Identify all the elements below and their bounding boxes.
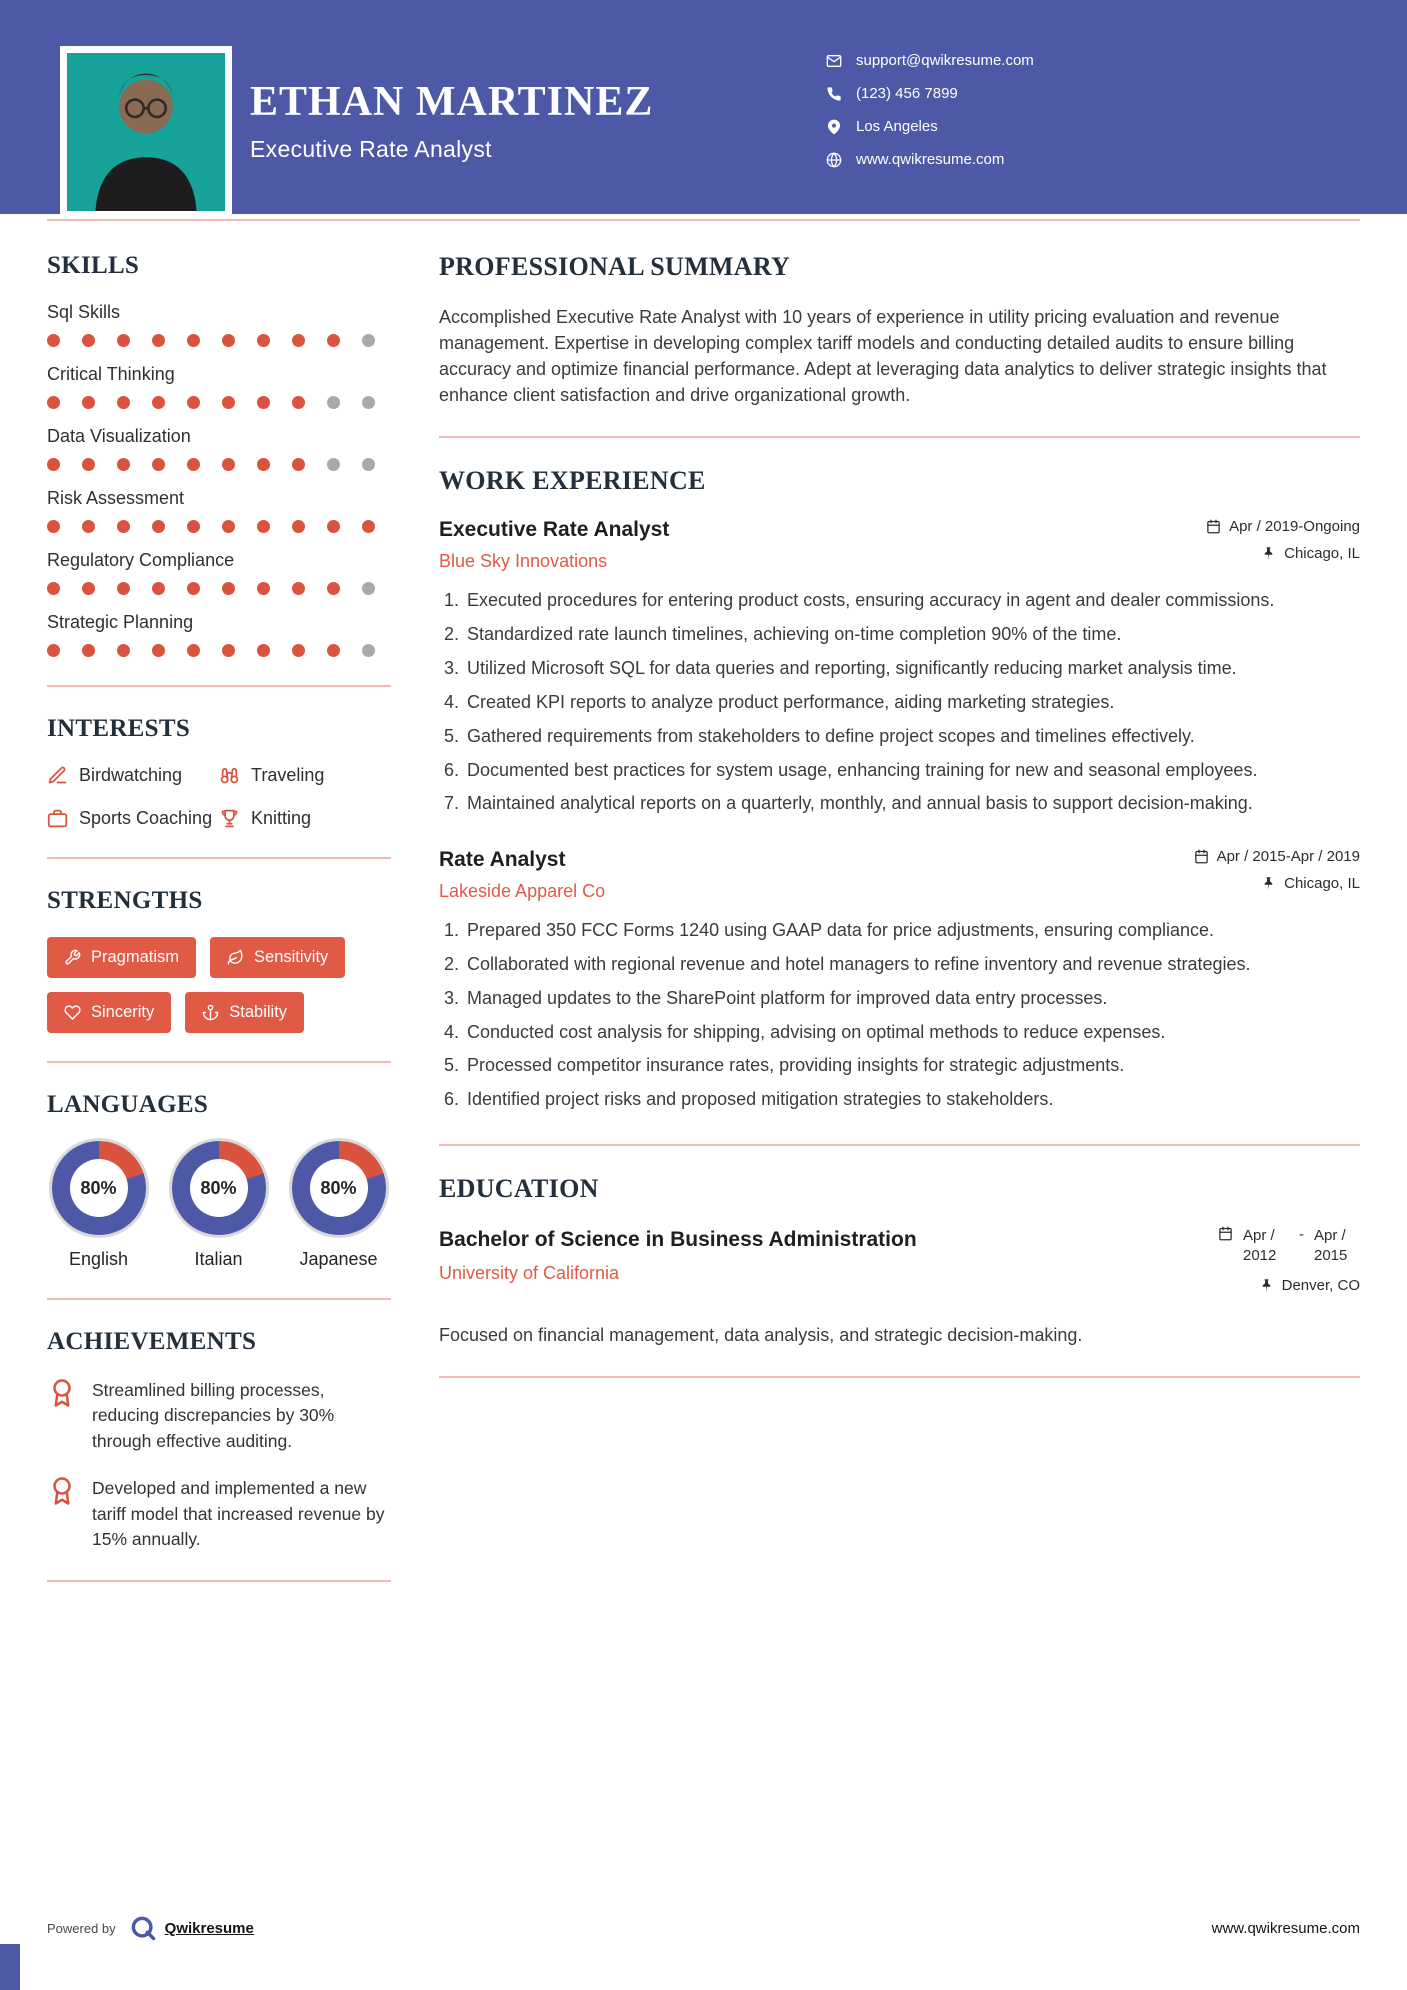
identity-block — [250, 78, 653, 163]
skill-rating — [47, 458, 391, 471]
languages-row — [47, 1141, 391, 1270]
interest-item — [47, 808, 219, 829]
skill-dot — [82, 644, 95, 657]
education-note: Focused on financial management, data analysis, and strategic decision-making. — [439, 1324, 1083, 1345]
skill-dot — [222, 458, 235, 471]
separator — [47, 1580, 391, 1582]
skill-row — [47, 302, 391, 347]
separator — [439, 1144, 1360, 1146]
skill-dot — [152, 644, 165, 657]
job-location: Chicago, IL — [1284, 875, 1360, 893]
achievement-item — [47, 1476, 391, 1552]
skill-row — [47, 364, 391, 409]
skill-name: Risk Assessment — [47, 488, 185, 508]
experience-bullet: 7. Maintained analytical reports on a quarterly, monthly, and annual basis to support decision-making. — [464, 791, 1360, 816]
skill-dot — [362, 334, 375, 347]
achievement-item — [47, 1378, 391, 1454]
interests-section — [47, 715, 391, 829]
skill-dot — [187, 334, 200, 347]
skill-dot — [152, 396, 165, 409]
pin-icon — [1261, 546, 1276, 561]
interest-label: Sports Coaching — [79, 808, 213, 828]
skill-dot — [187, 458, 200, 471]
calendar-icon — [1218, 1226, 1233, 1241]
skills-section — [47, 252, 391, 657]
candidate-title: Executive Rate Analyst — [250, 136, 492, 162]
skill-dot — [152, 334, 165, 347]
languages-section — [47, 1091, 391, 1270]
job-bullet-list — [439, 918, 1360, 1112]
qwikresume-brand-name[interactable]: Qwikresume — [164, 1919, 254, 1937]
left-column — [47, 252, 391, 1610]
qwikresume-brand[interactable] — [129, 1914, 254, 1942]
job-location-row — [1206, 545, 1360, 562]
strengths-section — [47, 887, 391, 1033]
skill-dot — [82, 396, 95, 409]
language-percent: 80% — [310, 1159, 368, 1217]
experience-bullet: 2. Collaborated with regional revenue and hotel managers to refine inventory and revenue strategies. — [464, 952, 1360, 977]
right-column — [439, 252, 1360, 1406]
job-meta — [1206, 518, 1360, 572]
skills-heading: SKILLS — [47, 252, 140, 279]
footer-website-link[interactable]: www.qwikresume.com — [1211, 1919, 1360, 1937]
skill-dot — [292, 334, 305, 347]
skill-name: Critical Thinking — [47, 364, 175, 384]
skill-dot — [117, 458, 130, 471]
education-section — [439, 1174, 1360, 1348]
skill-row — [47, 426, 391, 471]
summary-text: Accomplished Executive Rate Analyst with 10 years of experience in utility pricing evaluation and revenue management. Expertise in developing complex tariff models and conducting detailed audits to ensure billing accuracy and optimize financial performance. Adept at leveraging data analytics to deliver strategic insights that enhance client satisfaction and drive organizational growth. — [439, 307, 1327, 406]
binoculars-icon — [219, 765, 240, 786]
education-school: University of California — [439, 1263, 620, 1284]
skill-dot — [362, 520, 375, 533]
job-company: Blue Sky Innovations — [439, 551, 608, 572]
summary-section — [439, 252, 1360, 408]
powered-by-text: Powered by — [47, 1920, 116, 1936]
skill-dot — [257, 582, 270, 595]
strength-pill — [210, 937, 345, 978]
achievements-heading: ACHIEVEMENTS — [47, 1328, 257, 1355]
skill-dot — [257, 396, 270, 409]
education-date-separator: - — [1299, 1226, 1304, 1244]
pin-icon — [1259, 1278, 1274, 1293]
contact-list — [826, 44, 1034, 176]
medal-icon — [47, 1476, 77, 1506]
calendar-icon — [1206, 519, 1221, 534]
globe-icon — [826, 152, 842, 168]
interest-label: Birdwatching — [79, 765, 183, 785]
job-meta — [1194, 848, 1360, 902]
experience-bullet: 6. Documented best practices for system usage, enhancing training for new and seasonal employees. — [464, 758, 1360, 783]
job-location: Chicago, IL — [1284, 545, 1360, 563]
contact-location — [826, 110, 1034, 143]
skill-dot — [152, 520, 165, 533]
job-title-block — [439, 518, 669, 572]
skill-name: Sql Skills — [47, 302, 121, 322]
skill-dot — [327, 396, 340, 409]
job-location-row — [1194, 875, 1360, 892]
phone-icon — [826, 86, 842, 102]
skill-name: Regulatory Compliance — [47, 550, 235, 570]
medal-icon — [47, 1378, 77, 1408]
job-company: Lakeside Apparel Co — [439, 881, 606, 902]
job-dates: Apr / 2019-Ongoing — [1229, 518, 1360, 536]
skill-dot — [327, 334, 340, 347]
strength-label: Stability — [229, 1003, 288, 1021]
skill-dot — [152, 458, 165, 471]
footer — [47, 1914, 1360, 1942]
heart-icon — [64, 1004, 81, 1021]
skill-dot — [222, 334, 235, 347]
calendar-icon — [1194, 849, 1209, 864]
job-title: Rate Analyst — [439, 848, 566, 872]
skill-dot — [187, 396, 200, 409]
skill-row — [47, 550, 391, 595]
separator — [439, 436, 1360, 438]
skill-dot — [292, 582, 305, 595]
skill-rating — [47, 520, 391, 533]
skill-dot — [362, 396, 375, 409]
skill-dot — [82, 520, 95, 533]
job-header — [439, 848, 1360, 902]
achievement-text: Streamlined billing processes, reducing discrepancies by 30% through effective auditing. — [92, 1380, 335, 1451]
skill-rating — [47, 334, 391, 347]
skill-dot — [362, 644, 375, 657]
profile-photo — [60, 46, 232, 218]
interests-grid — [47, 765, 391, 829]
strengths-heading: STRENGTHS — [47, 887, 203, 914]
strength-label: Pragmatism — [91, 948, 180, 966]
job-dates-row — [1206, 518, 1360, 535]
skill-rating — [47, 582, 391, 595]
experience-bullet: 4. Created KPI reports to analyze product performance, aiding marketing strategies. — [464, 690, 1360, 715]
skill-dot — [257, 334, 270, 347]
education-title-block — [439, 1226, 979, 1284]
experience-bullet: 1. Prepared 350 FCC Forms 1240 using GAAP data for price adjustments, ensuring compliance. — [464, 918, 1360, 943]
contact-email — [826, 44, 1034, 77]
skill-dot — [117, 644, 130, 657]
skill-dot — [327, 582, 340, 595]
skill-dot — [117, 520, 130, 533]
experience-bullet: 6. Identified project risks and proposed mitigation strategies to stakeholders. — [464, 1087, 1360, 1112]
skill-dot — [117, 396, 130, 409]
skill-dot — [47, 582, 60, 595]
education-heading: EDUCATION — [439, 1174, 599, 1204]
trophy-icon — [219, 808, 240, 829]
job-dates-row — [1194, 848, 1360, 865]
leaf-icon — [227, 949, 244, 966]
education-degree: Bachelor of Science in Business Administration — [439, 1228, 917, 1252]
skill-dot — [222, 396, 235, 409]
content-columns — [47, 252, 1360, 1610]
skill-dot — [292, 458, 305, 471]
separator — [439, 1376, 1360, 1378]
wrench-icon — [64, 949, 81, 966]
qwikresume-logo — [129, 1914, 157, 1942]
experience-section — [439, 466, 1360, 1112]
interests-heading: INTERESTS — [47, 715, 191, 742]
anchor-icon — [202, 1004, 219, 1021]
skill-dot — [222, 644, 235, 657]
skill-dot — [117, 582, 130, 595]
skill-dot — [257, 520, 270, 533]
skill-dot — [47, 644, 60, 657]
job-entry — [439, 518, 1360, 816]
separator — [47, 857, 391, 859]
language-donut-chart — [52, 1141, 146, 1235]
language-item — [167, 1141, 270, 1270]
skill-dot — [47, 520, 60, 533]
skill-dot — [362, 582, 375, 595]
contact-phone-text: (123) 456 7899 — [856, 85, 958, 102]
experience-heading: WORK EXPERIENCE — [439, 466, 706, 496]
contact-phone — [826, 77, 1034, 110]
separator — [47, 1061, 391, 1063]
strengths-pills — [47, 937, 391, 1033]
contact-email-text: support@qwikresume.com — [856, 52, 1034, 69]
job-header — [439, 518, 1360, 572]
pen-icon — [47, 765, 68, 786]
location-icon — [826, 119, 842, 135]
skill-rating — [47, 396, 391, 409]
language-label: Italian — [194, 1249, 243, 1269]
experience-bullet: 1. Executed procedures for entering product costs, ensuring accuracy in agent and dealer commissions. — [464, 588, 1360, 613]
skill-dot — [187, 520, 200, 533]
language-percent: 80% — [190, 1159, 248, 1217]
skill-dot — [292, 644, 305, 657]
languages-heading: LANGUAGES — [47, 1091, 209, 1118]
skill-dot — [327, 458, 340, 471]
skill-dot — [47, 396, 60, 409]
skill-name: Strategic Planning — [47, 612, 194, 632]
interest-label: Traveling — [251, 765, 325, 785]
language-donut-chart — [172, 1141, 266, 1235]
job-bullet-list — [439, 588, 1360, 816]
skill-dot — [292, 396, 305, 409]
skill-name: Data Visualization — [47, 426, 191, 446]
skill-dot — [222, 520, 235, 533]
skill-dot — [327, 644, 340, 657]
education-date-start: Apr / 2012 — [1243, 1227, 1277, 1265]
strength-pill — [47, 992, 171, 1033]
skill-dot — [47, 458, 60, 471]
education-dates-row — [1218, 1226, 1360, 1267]
skill-dot — [327, 520, 340, 533]
experience-bullet: 2. Standardized rate launch timelines, achieving on-time completion 90% of the time. — [464, 622, 1360, 647]
candidate-name: ETHAN MARTINEZ — [250, 79, 654, 125]
education-date-end: Apr / 2015 — [1314, 1227, 1348, 1265]
interest-item — [219, 808, 391, 829]
strength-pill — [185, 992, 304, 1033]
education-location: Denver, CO — [1281, 1276, 1360, 1294]
corner-accent — [0, 1944, 20, 1990]
skill-row — [47, 488, 391, 533]
skill-dot — [82, 334, 95, 347]
skill-dot — [82, 582, 95, 595]
achievements-section — [47, 1328, 391, 1552]
job-title-block — [439, 848, 605, 902]
contact-location-text: Los Angeles — [856, 118, 938, 135]
experience-bullet: 5. Processed competitor insurance rates, providing insights for strategic adjustments. — [464, 1053, 1360, 1078]
interest-item — [47, 765, 219, 786]
skill-dot — [187, 582, 200, 595]
strength-label: Sensitivity — [254, 948, 329, 966]
experience-bullet: 4. Conducted cost analysis for shipping, advising on optimal methods to reduce expenses. — [464, 1020, 1360, 1045]
email-icon — [826, 53, 842, 69]
skill-rating — [47, 644, 391, 657]
strength-pill — [47, 937, 196, 978]
language-label: English — [68, 1249, 129, 1269]
skill-row — [47, 612, 391, 657]
experience-bullet: 3. Managed updates to the SharePoint platform for improved data entry processes. — [464, 986, 1360, 1011]
separator — [47, 685, 391, 687]
skill-dot — [187, 644, 200, 657]
strength-label: Sincerity — [91, 1003, 155, 1021]
education-header — [439, 1226, 1360, 1304]
skill-dot — [152, 582, 165, 595]
briefcase-icon — [47, 808, 68, 829]
skill-dot — [257, 458, 270, 471]
language-donut-chart — [292, 1141, 386, 1235]
skill-dot — [362, 458, 375, 471]
interest-item — [219, 765, 391, 786]
skill-dot — [117, 334, 130, 347]
skill-dot — [82, 458, 95, 471]
education-location-row — [1218, 1277, 1360, 1294]
job-entry — [439, 848, 1360, 1112]
education-meta — [1218, 1226, 1360, 1304]
achievement-text: Developed and implemented a new tariff model that increased revenue by 15% annually. — [92, 1478, 385, 1549]
language-label: Japanese — [299, 1249, 378, 1269]
profile-photo-image — [67, 53, 225, 211]
language-percent: 80% — [70, 1159, 128, 1217]
job-dates: Apr / 2015-Apr / 2019 — [1216, 848, 1360, 866]
skill-dot — [257, 644, 270, 657]
interest-label: Knitting — [251, 808, 312, 828]
skill-dot — [292, 520, 305, 533]
language-item — [287, 1141, 390, 1270]
experience-bullet: 5. Gathered requirements from stakeholders to define project scopes and timelines effectively. — [464, 724, 1360, 749]
skill-dot — [47, 334, 60, 347]
skill-dot — [222, 582, 235, 595]
header-separator — [47, 219, 1360, 221]
separator — [47, 1298, 391, 1300]
contact-website-text: www.qwikresume.com — [856, 151, 1005, 168]
experience-bullet: 3. Utilized Microsoft SQL for data queries and reporting, significantly reducing market analysis time. — [464, 656, 1360, 681]
pin-icon — [1261, 876, 1276, 891]
job-title: Executive Rate Analyst — [439, 518, 670, 542]
summary-heading: PROFESSIONAL SUMMARY — [439, 252, 791, 281]
contact-website — [826, 143, 1034, 176]
language-item — [47, 1141, 150, 1270]
